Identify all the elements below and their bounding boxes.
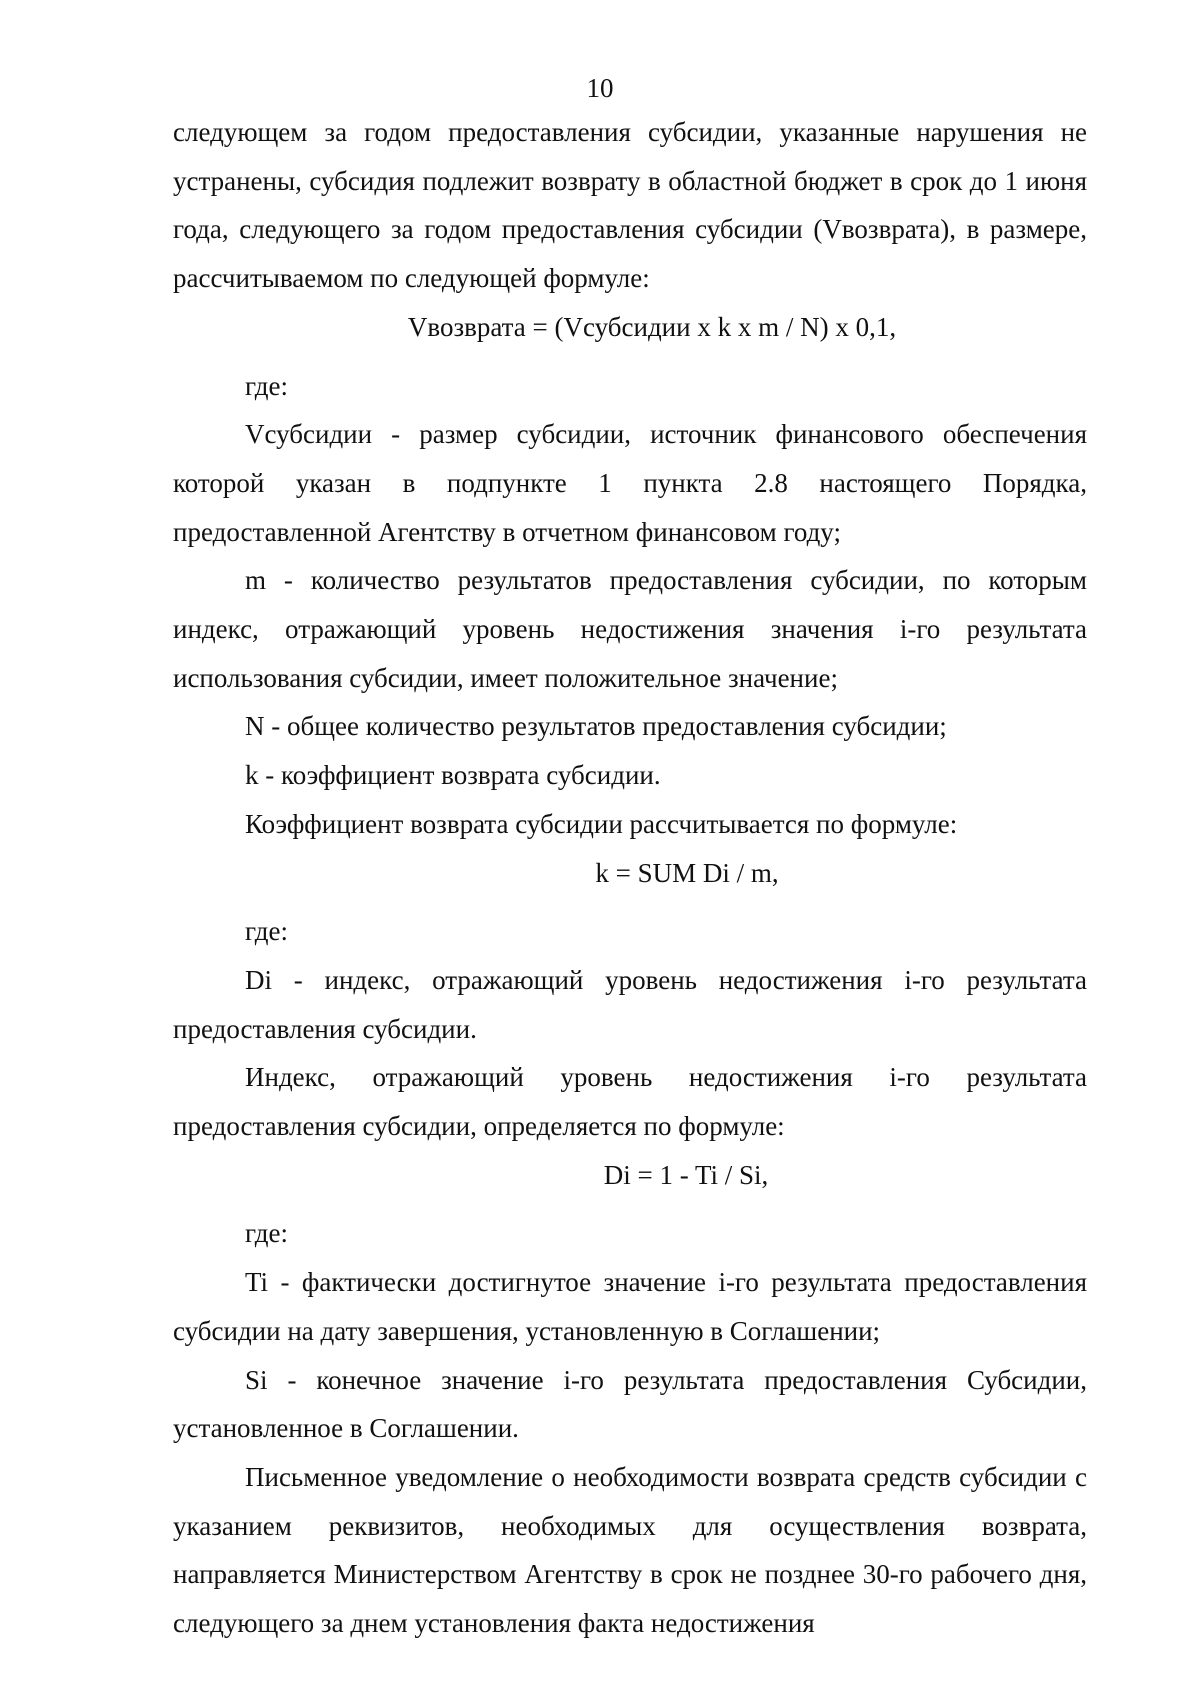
definition-m: m - количество результатов предоставления субсидии, по которым индекс, отражающий уровень недостижения значения i-го результата использования субсидии, имеет положительное значение;: [173, 565, 1087, 693]
formula-return-amount: Vвозврата = (Vсубсидии x k x m / N) x 0,1,: [407, 311, 897, 342]
formula-coefficient: k = SUM Di / m,: [595, 857, 779, 888]
definition-vsubsidy: Vсубсидии - размер субсидии, источник финансового обеспечения которой указан в подпункте 1 пункта 2.8 настоящего Порядка, предоставленной Агентству в отчетном финансовом году;: [173, 419, 1087, 547]
notice-paragraph: Письменное уведомление о необходимости возврата средств субсидии с указанием реквизитов, необходимых для осуществления возврата, направляется Министерством Агентству в срок не позднее 30-го рабочего дня, следующего за днем установления факта недостижения: [173, 1461, 1087, 1639]
formula-index: Di = 1 - Ti / Si,: [603, 1159, 769, 1190]
definition-ti: Ti - фактически достигнутое значение i-го результата предоставления субсидии на дату завершения, установленную в Соглашении;: [173, 1267, 1087, 1346]
definition-k: k - коэффициент возврата субсидии.: [245, 760, 661, 791]
coefficient-intro: Коэффициент возврата субсидии рассчитывается по формуле:: [245, 808, 958, 839]
definition-si: Si - конечное значение i-го результата предоставления Субсидии, установленное в Соглашении.: [173, 1364, 1087, 1444]
where-label: где:: [245, 1218, 288, 1249]
definition-di: Di - индекс, отражающий уровень недостижения i-го результата предоставления субсидии.: [173, 964, 1087, 1044]
where-label: где:: [245, 370, 288, 401]
where-label: где:: [245, 916, 288, 947]
index-intro: Индекс, отражающий уровень недостижения i-го результата предоставления субсидии, определяется по формуле:: [173, 1062, 1087, 1142]
paragraph-continuation: следующем за годом предоставления субсидии, указанные нарушения не устранены, субсидия подлежит возврату в областной бюджет в срок до 1 июня года, следующего за годом предоставления субсидии (Vвозврата), в размере, рассчитываемом по следующей формуле:: [173, 117, 1087, 294]
document-body: [173, 108, 1087, 1648]
definition-n: N - общее количество результатов предоставления субсидии;: [245, 711, 947, 742]
page-number: 10: [586, 73, 614, 103]
